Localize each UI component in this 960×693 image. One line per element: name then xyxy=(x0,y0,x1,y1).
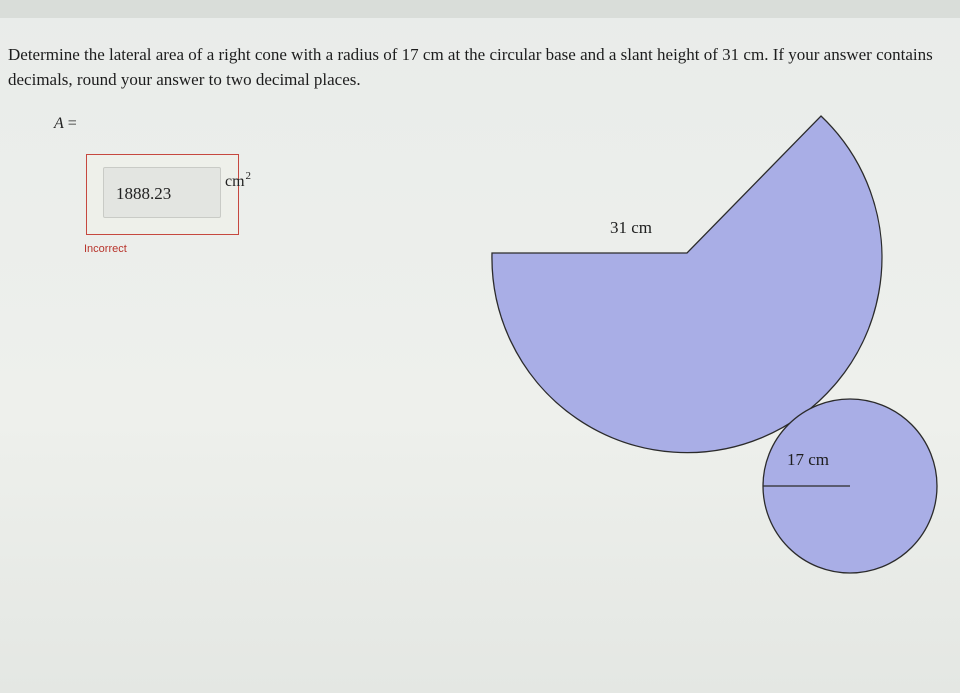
variable-name: A xyxy=(54,115,64,132)
slant-height-label: 31 cm xyxy=(610,218,653,237)
lateral-sector xyxy=(492,116,882,453)
question-text: Determine the lateral area of a right cone with a radius of 17 cm at the circular base and a slant height of 31 cm. If your answer contains decimals, round your answer to two decimal places. xyxy=(8,45,933,89)
unit-exponent: 2 xyxy=(245,170,252,182)
answer-input-field[interactable]: 1888.23 xyxy=(103,167,221,218)
feedback-incorrect: Incorrect xyxy=(84,243,127,255)
unit-text: cm xyxy=(225,173,245,190)
equals-sign: = xyxy=(67,115,77,132)
radius-label: 17 cm xyxy=(787,450,830,469)
